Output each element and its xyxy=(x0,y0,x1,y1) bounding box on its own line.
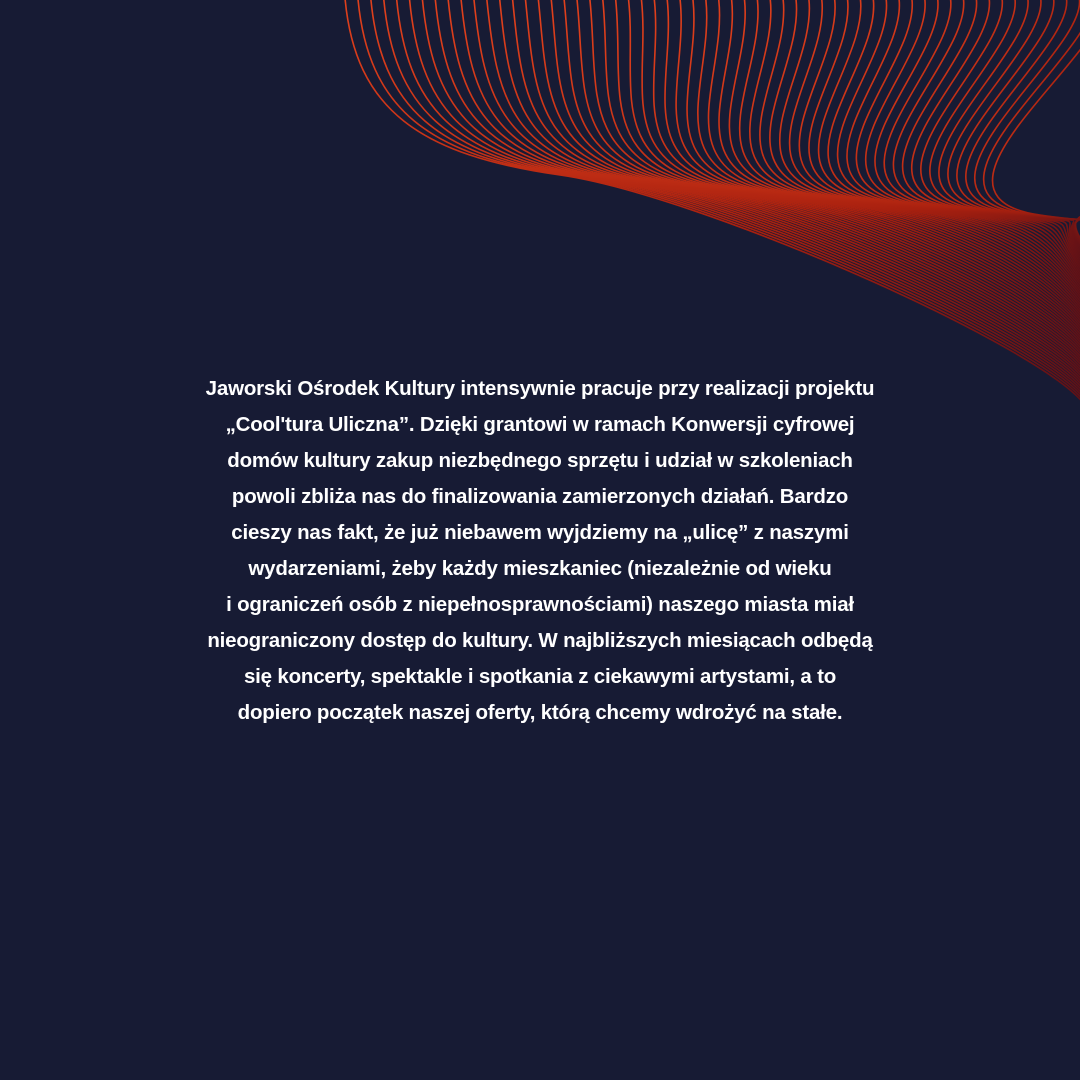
wave-line xyxy=(512,0,1080,370)
body-line: Jaworski Ośrodek Kultury intensywnie pracuje przy realizacji projektu xyxy=(205,377,875,400)
body-line: dopiero początek naszej oferty, którą chcemy wdrożyć na stałe. xyxy=(237,701,843,724)
body-line: wydarzeniami, żeby każdy mieszkaniec (niezależnie od wieku xyxy=(248,557,832,580)
body-line: i ograniczeń osób z niepełnosprawnościami) naszego miasta miał xyxy=(226,593,854,616)
wave-line xyxy=(616,0,1080,348)
body-line: nieograniczony dostęp do kultury. W najbliższych miesiącach odbędą xyxy=(207,629,873,652)
wave-line xyxy=(838,0,1080,291)
wave-line xyxy=(750,0,1080,316)
body-line: się koncerty, spektakle i spotkania z ciekawymi artystami, a to xyxy=(243,665,837,688)
body-text xyxy=(0,371,1080,731)
body-line: „Cool'tura Uliczna”. Dzięki grantowi w ramach Konwersji cyfrowej xyxy=(225,413,855,436)
wave-line xyxy=(628,0,1080,345)
wave-line xyxy=(603,0,1080,351)
body-line: domów kultury zakup niezbędnego sprzętu i udział w szkoleniach xyxy=(227,449,853,472)
body-line: powoli zbliża nas do finalizowania zamierzonych działań. Bardzo xyxy=(231,485,849,508)
body-line: cieszy nas fakt, że już niebawem wyjdziemy na „ulicę” z naszymi xyxy=(231,521,849,544)
